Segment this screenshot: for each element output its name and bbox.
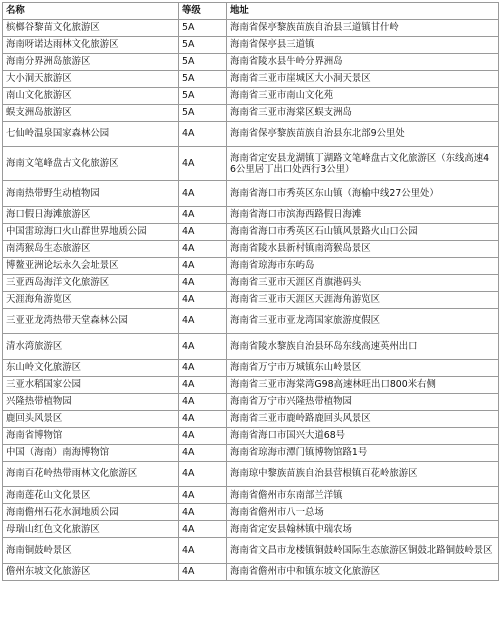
cell-name: 海南省博物馆 bbox=[3, 427, 179, 444]
table-row bbox=[3, 36, 499, 53]
cell-grade: 4A bbox=[179, 257, 227, 274]
cell-address: 海南省三亚市海棠区蜈支洲岛 bbox=[227, 104, 499, 121]
cell-grade: 4A bbox=[179, 410, 227, 427]
cell-grade: 5A bbox=[179, 104, 227, 121]
scenic-area-table bbox=[2, 2, 499, 581]
cell-name: 博鳌亚洲论坛永久会址景区 bbox=[3, 257, 179, 274]
cell-grade: 4A bbox=[179, 504, 227, 521]
cell-address: 海南省三亚市天涯区肖旗港码头 bbox=[227, 274, 499, 291]
cell-name: 槟榔谷黎苗文化旅游区 bbox=[3, 19, 179, 36]
table-row bbox=[3, 563, 499, 580]
cell-name: 东山岭文化旅游区 bbox=[3, 359, 179, 376]
cell-name: 南山文化旅游区 bbox=[3, 87, 179, 104]
table-row bbox=[3, 206, 499, 223]
cell-address: 海南省保亭县三道镇 bbox=[227, 36, 499, 53]
cell-grade: 4A bbox=[179, 376, 227, 393]
cell-grade: 4A bbox=[179, 147, 227, 181]
table-row bbox=[3, 376, 499, 393]
cell-name: 母瑞山红色文化旅游区 bbox=[3, 521, 179, 538]
cell-grade: 4A bbox=[179, 223, 227, 240]
cell-name: 南湾猴岛生态旅游区 bbox=[3, 240, 179, 257]
cell-address: 海南省文昌市龙楼镇铜鼓岭国际生态旅游区铜鼓北路铜鼓岭景区 bbox=[227, 538, 499, 564]
cell-grade: 4A bbox=[179, 121, 227, 147]
cell-name: 蜈支洲岛旅游区 bbox=[3, 104, 179, 121]
table-row bbox=[3, 461, 499, 487]
cell-name: 大小洞天旅游区 bbox=[3, 70, 179, 87]
cell-name: 三亚水稻国家公园 bbox=[3, 376, 179, 393]
cell-name: 海口假日海滩旅游区 bbox=[3, 206, 179, 223]
cell-address: 海南省保亭黎族苗族自治县东北部9公里处 bbox=[227, 121, 499, 147]
cell-name: 海南热带野生动植物园 bbox=[3, 181, 179, 207]
table-row bbox=[3, 410, 499, 427]
cell-address: 海南省海口市滨海西路假日海滩 bbox=[227, 206, 499, 223]
cell-address: 海南省海口市国兴大道68号 bbox=[227, 427, 499, 444]
cell-name: 天涯海角游览区 bbox=[3, 291, 179, 308]
cell-name: 中国（海南）南海博物馆 bbox=[3, 444, 179, 461]
table-row bbox=[3, 393, 499, 410]
table-row bbox=[3, 181, 499, 207]
table-row bbox=[3, 257, 499, 274]
cell-name: 兴隆热带植物园 bbox=[3, 393, 179, 410]
cell-grade: 5A bbox=[179, 87, 227, 104]
cell-name: 海南呀诺达雨林文化旅游区 bbox=[3, 36, 179, 53]
header-address: 地址 bbox=[227, 3, 499, 20]
cell-grade: 4A bbox=[179, 274, 227, 291]
table-row bbox=[3, 444, 499, 461]
cell-address: 海南省三亚市亚龙湾国家旅游度假区 bbox=[227, 308, 499, 334]
cell-address: 海南省三亚市天涯区天涯海角游览区 bbox=[227, 291, 499, 308]
table-body bbox=[3, 19, 499, 580]
cell-grade: 4A bbox=[179, 334, 227, 360]
header-name: 名称 bbox=[3, 3, 179, 20]
cell-name: 三亚西岛海洋文化旅游区 bbox=[3, 274, 179, 291]
cell-name: 海南文笔峰盘古文化旅游区 bbox=[3, 147, 179, 181]
cell-name: 三亚亚龙湾热带天堂森林公园 bbox=[3, 308, 179, 334]
cell-address: 海南省儋州市八一总场 bbox=[227, 504, 499, 521]
table-row bbox=[3, 521, 499, 538]
table-header-row bbox=[3, 3, 499, 20]
table-row bbox=[3, 427, 499, 444]
table-row bbox=[3, 274, 499, 291]
table-row bbox=[3, 223, 499, 240]
table-row bbox=[3, 87, 499, 104]
table-row bbox=[3, 53, 499, 70]
table-row bbox=[3, 70, 499, 87]
cell-grade: 4A bbox=[179, 487, 227, 504]
header-grade: 等级 bbox=[179, 3, 227, 20]
cell-address: 海南省三亚市鹿岭路鹿回头风景区 bbox=[227, 410, 499, 427]
table-row bbox=[3, 538, 499, 564]
cell-grade: 4A bbox=[179, 538, 227, 564]
cell-address: 海南省陵水县新村镇南湾猴岛景区 bbox=[227, 240, 499, 257]
cell-address: 海南省三亚市海棠湾G98高速林旺出口800米右侧 bbox=[227, 376, 499, 393]
table-row bbox=[3, 240, 499, 257]
cell-address: 海南省儋州市东南部兰洋镇 bbox=[227, 487, 499, 504]
cell-address: 海南省琼海市潭门镇博物馆路1号 bbox=[227, 444, 499, 461]
cell-address: 海南省海口市秀英区东山镇（海榆中线27公里处） bbox=[227, 181, 499, 207]
table-row bbox=[3, 147, 499, 181]
table-row bbox=[3, 121, 499, 147]
table-row bbox=[3, 104, 499, 121]
cell-grade: 4A bbox=[179, 240, 227, 257]
cell-name: 海南百花岭热带雨林文化旅游区 bbox=[3, 461, 179, 487]
cell-address: 海南省三亚市南山文化苑 bbox=[227, 87, 499, 104]
cell-grade: 5A bbox=[179, 19, 227, 36]
cell-grade: 4A bbox=[179, 308, 227, 334]
cell-grade: 4A bbox=[179, 444, 227, 461]
cell-name: 清水湾旅游区 bbox=[3, 334, 179, 360]
cell-name: 海南儋州石花水洞地质公园 bbox=[3, 504, 179, 521]
cell-address: 海南省三亚市崖城区大小洞天景区 bbox=[227, 70, 499, 87]
cell-grade: 5A bbox=[179, 53, 227, 70]
scenic-list-container bbox=[2, 2, 499, 581]
cell-name: 海南莲花山文化景区 bbox=[3, 487, 179, 504]
cell-grade: 4A bbox=[179, 461, 227, 487]
cell-address: 海南省儋州市中和镇东坡文化旅游区 bbox=[227, 563, 499, 580]
cell-address: 海南省定安县龙湖镇丁湖路文笔峰盘古文化旅游区（东线高速46公里居丁出口处西行3公里） bbox=[227, 147, 499, 181]
cell-address: 海南省保亭黎族苗族自治县三道镇甘什岭 bbox=[227, 19, 499, 36]
cell-grade: 4A bbox=[179, 521, 227, 538]
table-row bbox=[3, 308, 499, 334]
cell-address: 海南省万宁市兴隆热带植物园 bbox=[227, 393, 499, 410]
table-row bbox=[3, 359, 499, 376]
table-row bbox=[3, 504, 499, 521]
cell-grade: 4A bbox=[179, 291, 227, 308]
cell-grade: 5A bbox=[179, 36, 227, 53]
cell-grade: 4A bbox=[179, 393, 227, 410]
cell-grade: 4A bbox=[179, 206, 227, 223]
cell-grade: 4A bbox=[179, 427, 227, 444]
cell-name: 七仙岭温泉国家森林公园 bbox=[3, 121, 179, 147]
cell-address: 海南省定安县翰林镇中瑞农场 bbox=[227, 521, 499, 538]
cell-grade: 5A bbox=[179, 70, 227, 87]
cell-name: 海南铜鼓岭景区 bbox=[3, 538, 179, 564]
cell-grade: 4A bbox=[179, 181, 227, 207]
cell-address: 海南省陵水县牛岭分界洲岛 bbox=[227, 53, 499, 70]
cell-name: 中国雷琼海口火山群世界地质公园 bbox=[3, 223, 179, 240]
table-row bbox=[3, 291, 499, 308]
cell-grade: 4A bbox=[179, 359, 227, 376]
table-row bbox=[3, 19, 499, 36]
cell-address: 海南琼中黎族苗族自治县营根镇百花岭旅游区 bbox=[227, 461, 499, 487]
cell-name: 海南分界洲岛旅游区 bbox=[3, 53, 179, 70]
cell-grade: 4A bbox=[179, 563, 227, 580]
cell-address: 海南省万宁市万城镇东山岭景区 bbox=[227, 359, 499, 376]
cell-name: 儋州东坡文化旅游区 bbox=[3, 563, 179, 580]
cell-address: 海南省陵水黎族自治县环岛东线高速英州出口 bbox=[227, 334, 499, 360]
table-row bbox=[3, 487, 499, 504]
cell-address: 海南省琼海市东屿岛 bbox=[227, 257, 499, 274]
table-row bbox=[3, 334, 499, 360]
cell-address: 海南省海口市秀英区石山镇风景路火山口公园 bbox=[227, 223, 499, 240]
cell-name: 鹿回头风景区 bbox=[3, 410, 179, 427]
